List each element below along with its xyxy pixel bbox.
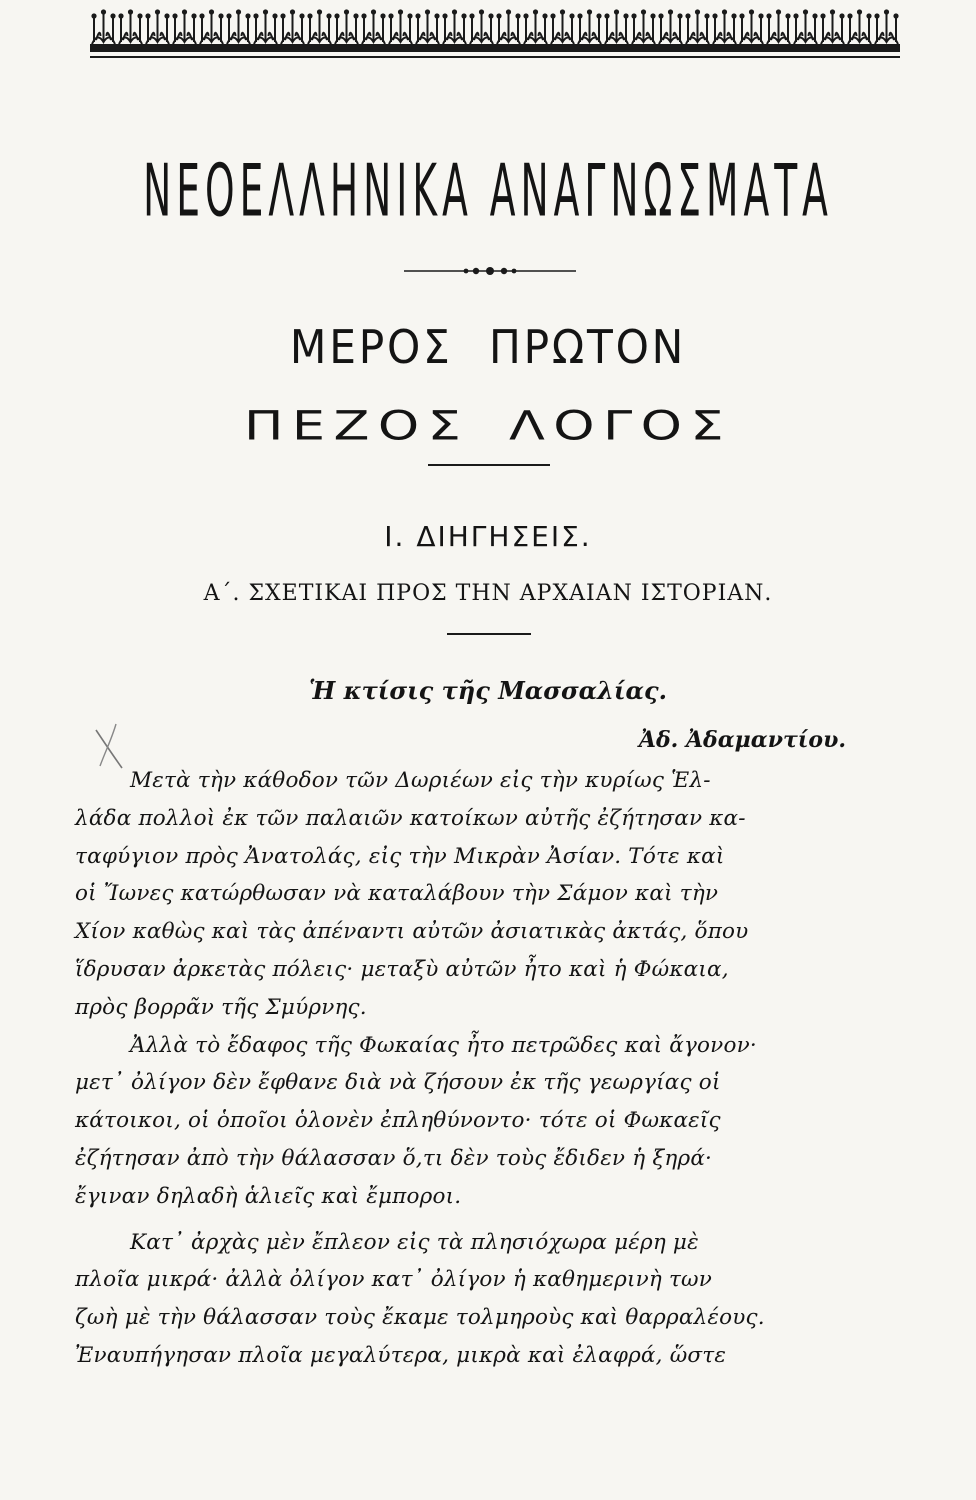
body-line: μετ᾿ ὀλίγον δὲν ἔφθανε διὰ νὰ ζήσουν ἐκ τῆς γεωργίας οἱ (75, 1070, 721, 1096)
decorative-header-border (90, 6, 900, 60)
body-line: ἐζήτησαν ἀπὸ τὴν θάλασσαν ὅ,τι δὲν τοὺς ἔδιδεν ἡ ξηρά· (75, 1145, 713, 1171)
section-title: Ι. ΔΙΗΓΗΣΕΙΣ. (384, 520, 592, 553)
body-line: Κατ᾿ ἀρχὰς μὲν ἔπλεον εἰς τὰ πλησιόχωρα μέρη μὲ (130, 1229, 699, 1255)
body-line: πλοῖα μικρά· ἀλλὰ ὀλίγον κατ᾿ ὀλίγον ἡ καθημερινὴ των (75, 1267, 713, 1293)
body-line: ζωὴ μὲ τὴν θάλασσαν τοὺς ἔκαμε τολμηροὺς καὶ θαρραλέους. (75, 1305, 765, 1331)
body-line: Ἐναυπήγησαν πλοῖα μεγαλύτερα, μικρὰ καὶ ἐλαφρά, ὥστε (75, 1342, 727, 1368)
prose-title: ΠΕΖΟΣ ΛΟΓΟΣ (244, 402, 732, 450)
body-line: Ἀλλὰ τὸ ἔδαφος τῆς Φωκαίας ἦτο πετρῶδες καὶ ἄγονον· (130, 1032, 757, 1058)
body-line: ἔγιναν δηλαδὴ ἁλιεῖς καὶ ἔμποροι. (75, 1183, 462, 1209)
body-line: λάδα πολλοὶ ἐκ τῶν παλαιῶν κατοίκων αὐτῆς ἐζήτησαν κα- (75, 805, 746, 831)
ornamental-divider (404, 262, 576, 274)
body-line: Μετὰ τὴν κάθοδον τῶν Δωριέων εἰς τὴν κυρίως Ἑλ- (130, 768, 711, 793)
article-author: Ἀδ. Ἀδαμαντίου. (638, 727, 846, 753)
part-title: ΜΕΡΟΣ ΠΡΩΤΟΝ (289, 320, 687, 374)
body-line: Χίον καθὼς καὶ τὰς ἀπέναντι αὐτῶν ἀσιατικὰς ἀκτάς, ὅπου (75, 919, 749, 945)
divider-line (447, 633, 531, 635)
body-line: κάτοικοι, οἱ ὁποῖοι ὁλονὲν ἐπληθύνοντο· τότε οἱ Φωκαεῖς (75, 1108, 721, 1134)
divider-line (428, 464, 550, 466)
body-line: πρὸς βορρᾶν τῆς Σμύρνης. (75, 994, 367, 1020)
body-line: οἱ Ἴωνες κατώρθωσαν νὰ καταλάβουν τὴν Σάμον καὶ τὴν (75, 881, 719, 907)
body-line: ἵδρυσαν ἀρκετὰς πόλεις· μεταξὺ αὐτῶν ἦτο καὶ ἡ Φώκαια, (75, 956, 729, 982)
article-title: Ἡ κτίσις τῆς Μασσαλίας. (309, 676, 667, 705)
body-line: ταφύγιον πρὸς Ἀνατολάς, εἰς τὴν Μικρὰν Ἀσίαν. Τότε καὶ (75, 843, 725, 869)
book-title: ΝΕΟΕΛΛΗΝΙΚΑ ΑΝΑΓΝΩΣΜΑΤΑ (143, 148, 833, 233)
article-body (75, 762, 887, 1375)
subsection-title: Α΄. ΣΧΕΤΙΚΑΙ ΠΡΟΣ ΤΗΝ ΑΡΧΑΙΑΝ ΙΣΤΟΡΙΑΝ. (203, 581, 773, 606)
